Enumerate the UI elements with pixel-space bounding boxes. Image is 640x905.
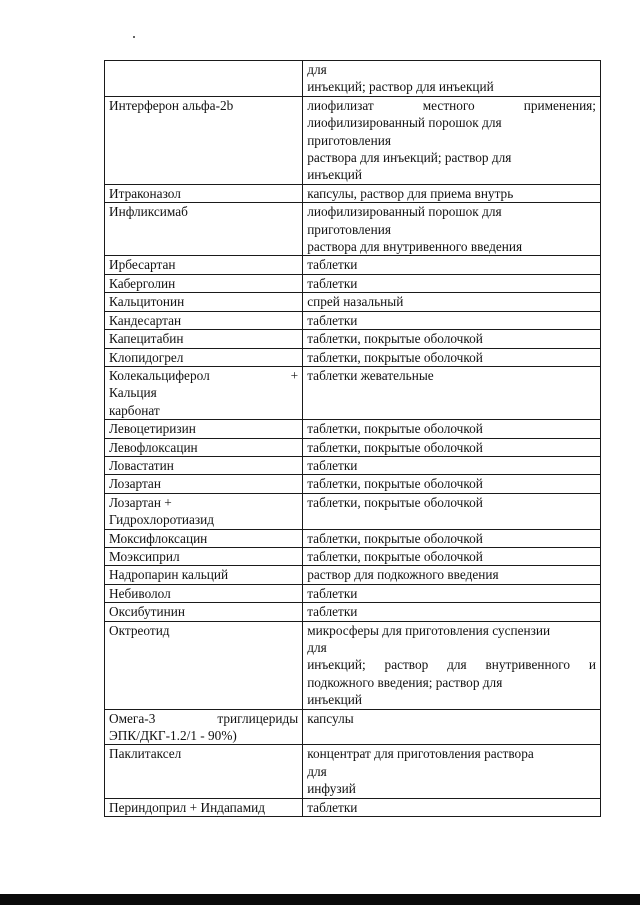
- dosage-form-cell: [303, 348, 601, 366]
- dosage-form-cell: [303, 61, 601, 97]
- dosage-form-line: таблетки жевательные: [307, 367, 434, 383]
- drug-name-cell: [105, 456, 303, 474]
- drug-name-cell: [105, 256, 303, 274]
- drug-name-line: Гидрохлоротиазид: [109, 512, 215, 528]
- drug-name-line: Левоцетиризин: [109, 421, 196, 437]
- dosage-form-line: инъекций: [307, 692, 363, 708]
- table-row: [105, 547, 601, 565]
- dosage-form-line: лиофилизированный порошок для: [307, 115, 502, 131]
- table-row: [105, 603, 601, 621]
- table-row: [105, 438, 601, 456]
- dosage-form-line: для: [307, 62, 327, 77]
- table-row: [105, 311, 601, 329]
- table-row: [105, 745, 601, 798]
- scan-bottom-edge: [0, 894, 640, 905]
- dosage-form-cell: [303, 274, 601, 292]
- drug-name-line: Моэксиприл: [109, 548, 180, 564]
- dosage-form-cell: [303, 547, 601, 565]
- dosage-form-line: таблетки: [307, 312, 358, 328]
- drug-name-line: Ирбесартан: [109, 257, 176, 273]
- table-row: [105, 61, 601, 97]
- dosage-form-line: таблетки, покрытые оболочкой: [307, 331, 483, 347]
- dosage-form-line: раствора для инъекций; раствор для: [307, 150, 512, 166]
- drug-name-cell: [105, 184, 303, 202]
- dosage-form-line: раствора для внутривенного введения: [307, 239, 523, 255]
- table-row: [105, 584, 601, 602]
- table-row: [105, 529, 601, 547]
- stray-mark: [133, 36, 135, 38]
- drug-table: [104, 60, 601, 817]
- drug-name-cell: [105, 274, 303, 292]
- dosage-form-cell: [303, 603, 601, 621]
- drug-name-line: Надропарин кальций: [109, 567, 229, 583]
- dosage-form-line: таблетки: [307, 585, 358, 601]
- dosage-form-line: таблетки: [307, 799, 358, 815]
- dosage-form-line: инъекций; раствор для внутривенного и: [307, 657, 596, 673]
- table-row: [105, 709, 601, 745]
- dosage-form-line: приготовления: [307, 221, 391, 237]
- dosage-form-line: таблетки: [307, 275, 358, 291]
- drug-table-body: [105, 61, 601, 817]
- table-row: [105, 184, 601, 202]
- dosage-form-cell: [303, 366, 601, 419]
- drug-name-cell: [105, 203, 303, 256]
- drug-name-line: Паклитаксел: [109, 746, 182, 762]
- drug-name-cell: [105, 61, 303, 97]
- table-row: [105, 366, 601, 419]
- drug-name-line: карбонат: [109, 402, 160, 418]
- drug-name-line: Омега-3 триглицериды: [109, 710, 299, 726]
- dosage-form-cell: [303, 475, 601, 493]
- drug-name-line: Кальцитонин: [109, 294, 185, 310]
- drug-name-line: Периндоприл + Индапамид: [109, 799, 265, 815]
- drug-name-cell: [105, 366, 303, 419]
- drug-name-line: Колекальциферол +: [109, 367, 299, 383]
- drug-name-cell: [105, 529, 303, 547]
- drug-name-cell: [105, 420, 303, 438]
- table-row: [105, 475, 601, 493]
- dosage-form-cell: [303, 96, 601, 184]
- drug-name-line: Капецитабин: [109, 331, 184, 347]
- drug-name-cell: [105, 348, 303, 366]
- table-row: [105, 96, 601, 184]
- dosage-form-line: для: [307, 763, 327, 779]
- dosage-form-cell: [303, 566, 601, 584]
- drug-name-line: Интерферон альфа-2b: [109, 97, 234, 113]
- drug-name-line: Каберголин: [109, 275, 176, 291]
- drug-name-line: Инфликсимаб: [109, 204, 188, 220]
- drug-name-cell: [105, 311, 303, 329]
- drug-name-line: Клопидогрел: [109, 349, 184, 365]
- dosage-form-cell: [303, 493, 601, 529]
- table-row: [105, 293, 601, 311]
- drug-name-cell: [105, 475, 303, 493]
- table-row: [105, 798, 601, 816]
- drug-name-line: Лозартан +: [109, 494, 172, 510]
- dosage-form-cell: [303, 798, 601, 816]
- dosage-form-line: инъекций; раствор для инъекций: [307, 79, 494, 95]
- dosage-form-line: инфузий: [307, 781, 356, 797]
- dosage-form-line: таблетки, покрытые оболочкой: [307, 476, 483, 492]
- dosage-form-cell: [303, 256, 601, 274]
- table-row: [105, 348, 601, 366]
- drug-name-line: Октреотид: [109, 622, 170, 638]
- dosage-form-line: капсулы: [307, 710, 354, 726]
- table-row: [105, 330, 601, 348]
- dosage-form-cell: [303, 311, 601, 329]
- drug-name-line: ЭПК/ДКГ-1.2/1 - 90%): [109, 728, 237, 744]
- drug-name-line: Левофлоксацин: [109, 439, 198, 455]
- dosage-form-cell: [303, 293, 601, 311]
- drug-name-cell: [105, 603, 303, 621]
- dosage-form-line: таблетки, покрытые оболочкой: [307, 439, 483, 455]
- dosage-form-line: приготовления: [307, 132, 391, 148]
- drug-name-cell: [105, 621, 303, 709]
- drug-name-cell: [105, 584, 303, 602]
- dosage-form-line: таблетки, покрытые оболочкой: [307, 530, 483, 546]
- dosage-form-cell: [303, 745, 601, 798]
- dosage-form-cell: [303, 420, 601, 438]
- dosage-form-line: раствор для подкожного введения: [307, 567, 499, 583]
- dosage-form-line: для: [307, 640, 327, 655]
- drug-name-cell: [105, 493, 303, 529]
- dosage-form-line: таблетки: [307, 604, 358, 620]
- drug-name-line: Небиволол: [109, 585, 171, 601]
- drug-name-line: Ловастатин: [109, 457, 174, 473]
- dosage-form-line: микросферы для приготовления суспензии: [307, 622, 551, 638]
- dosage-form-cell: [303, 203, 601, 256]
- drug-name-cell: [105, 293, 303, 311]
- drug-name-line: Моксифлоксацин: [109, 530, 208, 546]
- drug-name-line: Кандесартан: [109, 312, 182, 328]
- dosage-form-cell: [303, 438, 601, 456]
- dosage-form-line: таблетки, покрытые оболочкой: [307, 548, 483, 564]
- dosage-form-cell: [303, 621, 601, 709]
- dosage-form-line: концентрат для приготовления раствора: [307, 746, 534, 762]
- dosage-form-cell: [303, 529, 601, 547]
- table-row: [105, 493, 601, 529]
- dosage-form-line: спрей назальный: [307, 294, 404, 310]
- dosage-form-line: лиофилизат местного применения;: [307, 97, 596, 113]
- dosage-form-line: таблетки: [307, 457, 358, 473]
- drug-name-cell: [105, 547, 303, 565]
- table-row: [105, 203, 601, 256]
- table-row: [105, 621, 601, 709]
- dosage-form-line: капсулы, раствор для приема внутрь: [307, 185, 514, 201]
- dosage-form-line: подкожного введения; раствор для: [307, 674, 503, 690]
- drug-name-line: Оксибутинин: [109, 604, 185, 620]
- dosage-form-line: таблетки, покрытые оболочкой: [307, 494, 483, 510]
- table-row: [105, 456, 601, 474]
- drug-name-line: Лозартан: [109, 476, 161, 492]
- drug-name-cell: [105, 96, 303, 184]
- table-row: [105, 420, 601, 438]
- dosage-form-line: инъекций: [307, 167, 363, 183]
- drug-name-cell: [105, 566, 303, 584]
- dosage-form-cell: [303, 584, 601, 602]
- dosage-form-cell: [303, 184, 601, 202]
- drug-name-cell: [105, 330, 303, 348]
- drug-name-cell: [105, 438, 303, 456]
- drug-name-cell: [105, 709, 303, 745]
- drug-name-cell: [105, 745, 303, 798]
- table-row: [105, 256, 601, 274]
- dosage-form-line: таблетки, покрытые оболочкой: [307, 421, 483, 437]
- dosage-form-cell: [303, 330, 601, 348]
- dosage-form-cell: [303, 456, 601, 474]
- table-row: [105, 566, 601, 584]
- drug-name-line: Итраконазол: [109, 185, 181, 201]
- dosage-form-cell: [303, 709, 601, 745]
- drug-name-cell: [105, 798, 303, 816]
- dosage-form-line: таблетки, покрытые оболочкой: [307, 349, 483, 365]
- table-row: [105, 274, 601, 292]
- dosage-form-line: таблетки: [307, 257, 358, 273]
- drug-name-line: Кальция: [109, 385, 157, 401]
- dosage-form-line: лиофилизированный порошок для: [307, 204, 502, 220]
